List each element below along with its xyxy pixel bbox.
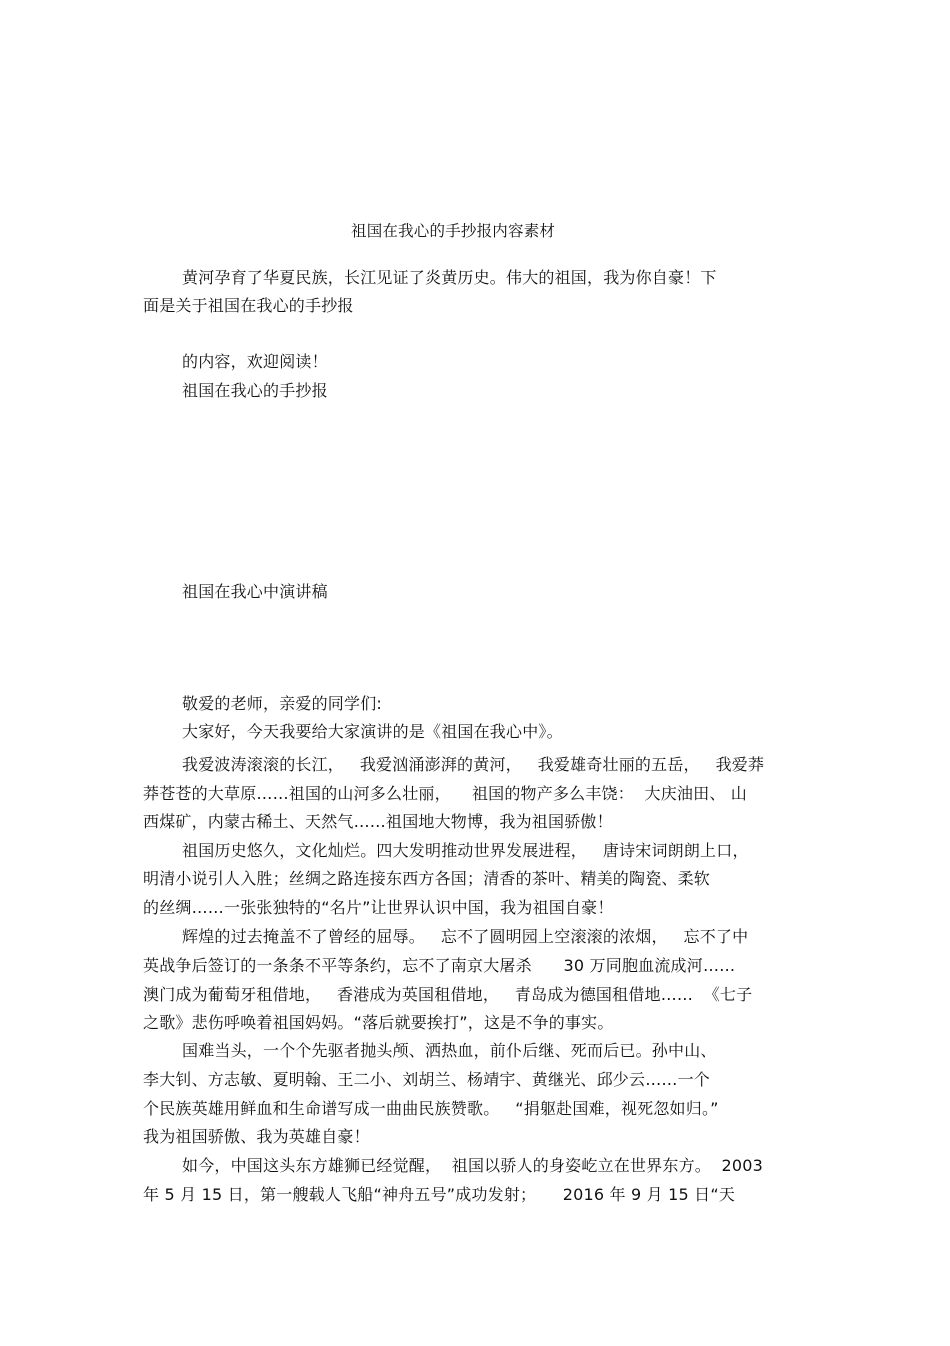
body-line: 的丝绸……一张张独特的“名片”让世界认识中国，我为祖国自豪！ [143,898,614,917]
intro-line-4: 祖国在我心的手抄报 [182,381,328,400]
body-line: 莽苍苍的大草原……祖国的山河多么壮丽， 祖国的物产多么丰饶： 大庆油田、 山 [143,784,748,803]
body-line: 敬爱的老师，亲爱的同学们: [182,694,382,713]
body-line: 西煤矿，内蒙古稀土、天然气……祖国地大物博，我为祖国骄傲！ [143,812,613,831]
intro-line-2: 面是关于祖国在我心的手抄报 [143,296,354,315]
body-line: 个民族英雄用鲜血和生命谱写成一曲曲民族赞歌。 “捐躯赴国难，视死忽如归。” [143,1099,719,1118]
body-line: 国难当头，一个个先驱者抛头颅、洒热血，前仆后继、死而后已。孙中山、 [182,1041,717,1060]
body-line: 辉煌的过去掩盖不了曾经的屈辱。 忘不了圆明园上空滚滚的浓烟， 忘不了中 [182,927,749,946]
body-line: 英战争后签订的一条条不平等条约，忘不了南京大屠杀 30 万同胞血流成河…… [143,956,736,975]
document-title: 祖国在我心的手抄报内容素材 [351,222,556,240]
body-line: 澳门成为葡萄牙租借地， 香港成为英国租借地， 青岛成为德国租借地…… 《七子 [143,985,753,1004]
body-line: 大家好，今天我要给大家演讲的是《祖国在我心中》。 [182,722,563,741]
speech-title: 祖国在我心中演讲稿 [182,582,328,601]
body-line: 我爱波涛滚滚的长江， 我爱汹涌澎湃的黄河， 我爱雄奇壮丽的五岳， 我爱莽 [182,755,765,774]
body-line: 我为祖国骄傲、我为英雄自豪！ [143,1127,370,1146]
body-line: 祖国历史悠久，文化灿烂。四大发明推动世界发展进程， 唐诗宋词朗朗上口， [182,841,749,860]
body-line: 李大钊、方志敏、夏明翰、王二小、刘胡兰、杨靖宇、黄继光、邱少云……一个 [143,1070,711,1089]
body-line: 如今，中国这头东方雄狮已经觉醒， 祖国以骄人的身姿屹立在世界东方。 2003 [182,1156,764,1175]
intro-line-3: 的内容，欢迎阅读！ [182,352,328,371]
body-line: 之歌》悲伤呼唤着祖国妈妈。“落后就要挨打”，这是不争的事实。 [143,1013,614,1032]
intro-line-1: 黄河孕育了华夏民族，长江见证了炎黄历史。伟大的祖国，我为你自豪！下 [182,268,717,287]
body-line: 明清小说引人入胜；丝绸之路连接东西方各国；清香的茶叶、精美的陶瓷、柔软 [143,869,711,888]
body-line: 年 5 月 15 日，第一艘载人飞船“神舟五号”成功发射； 2016 年 9 月 15 日“天 [143,1185,736,1204]
